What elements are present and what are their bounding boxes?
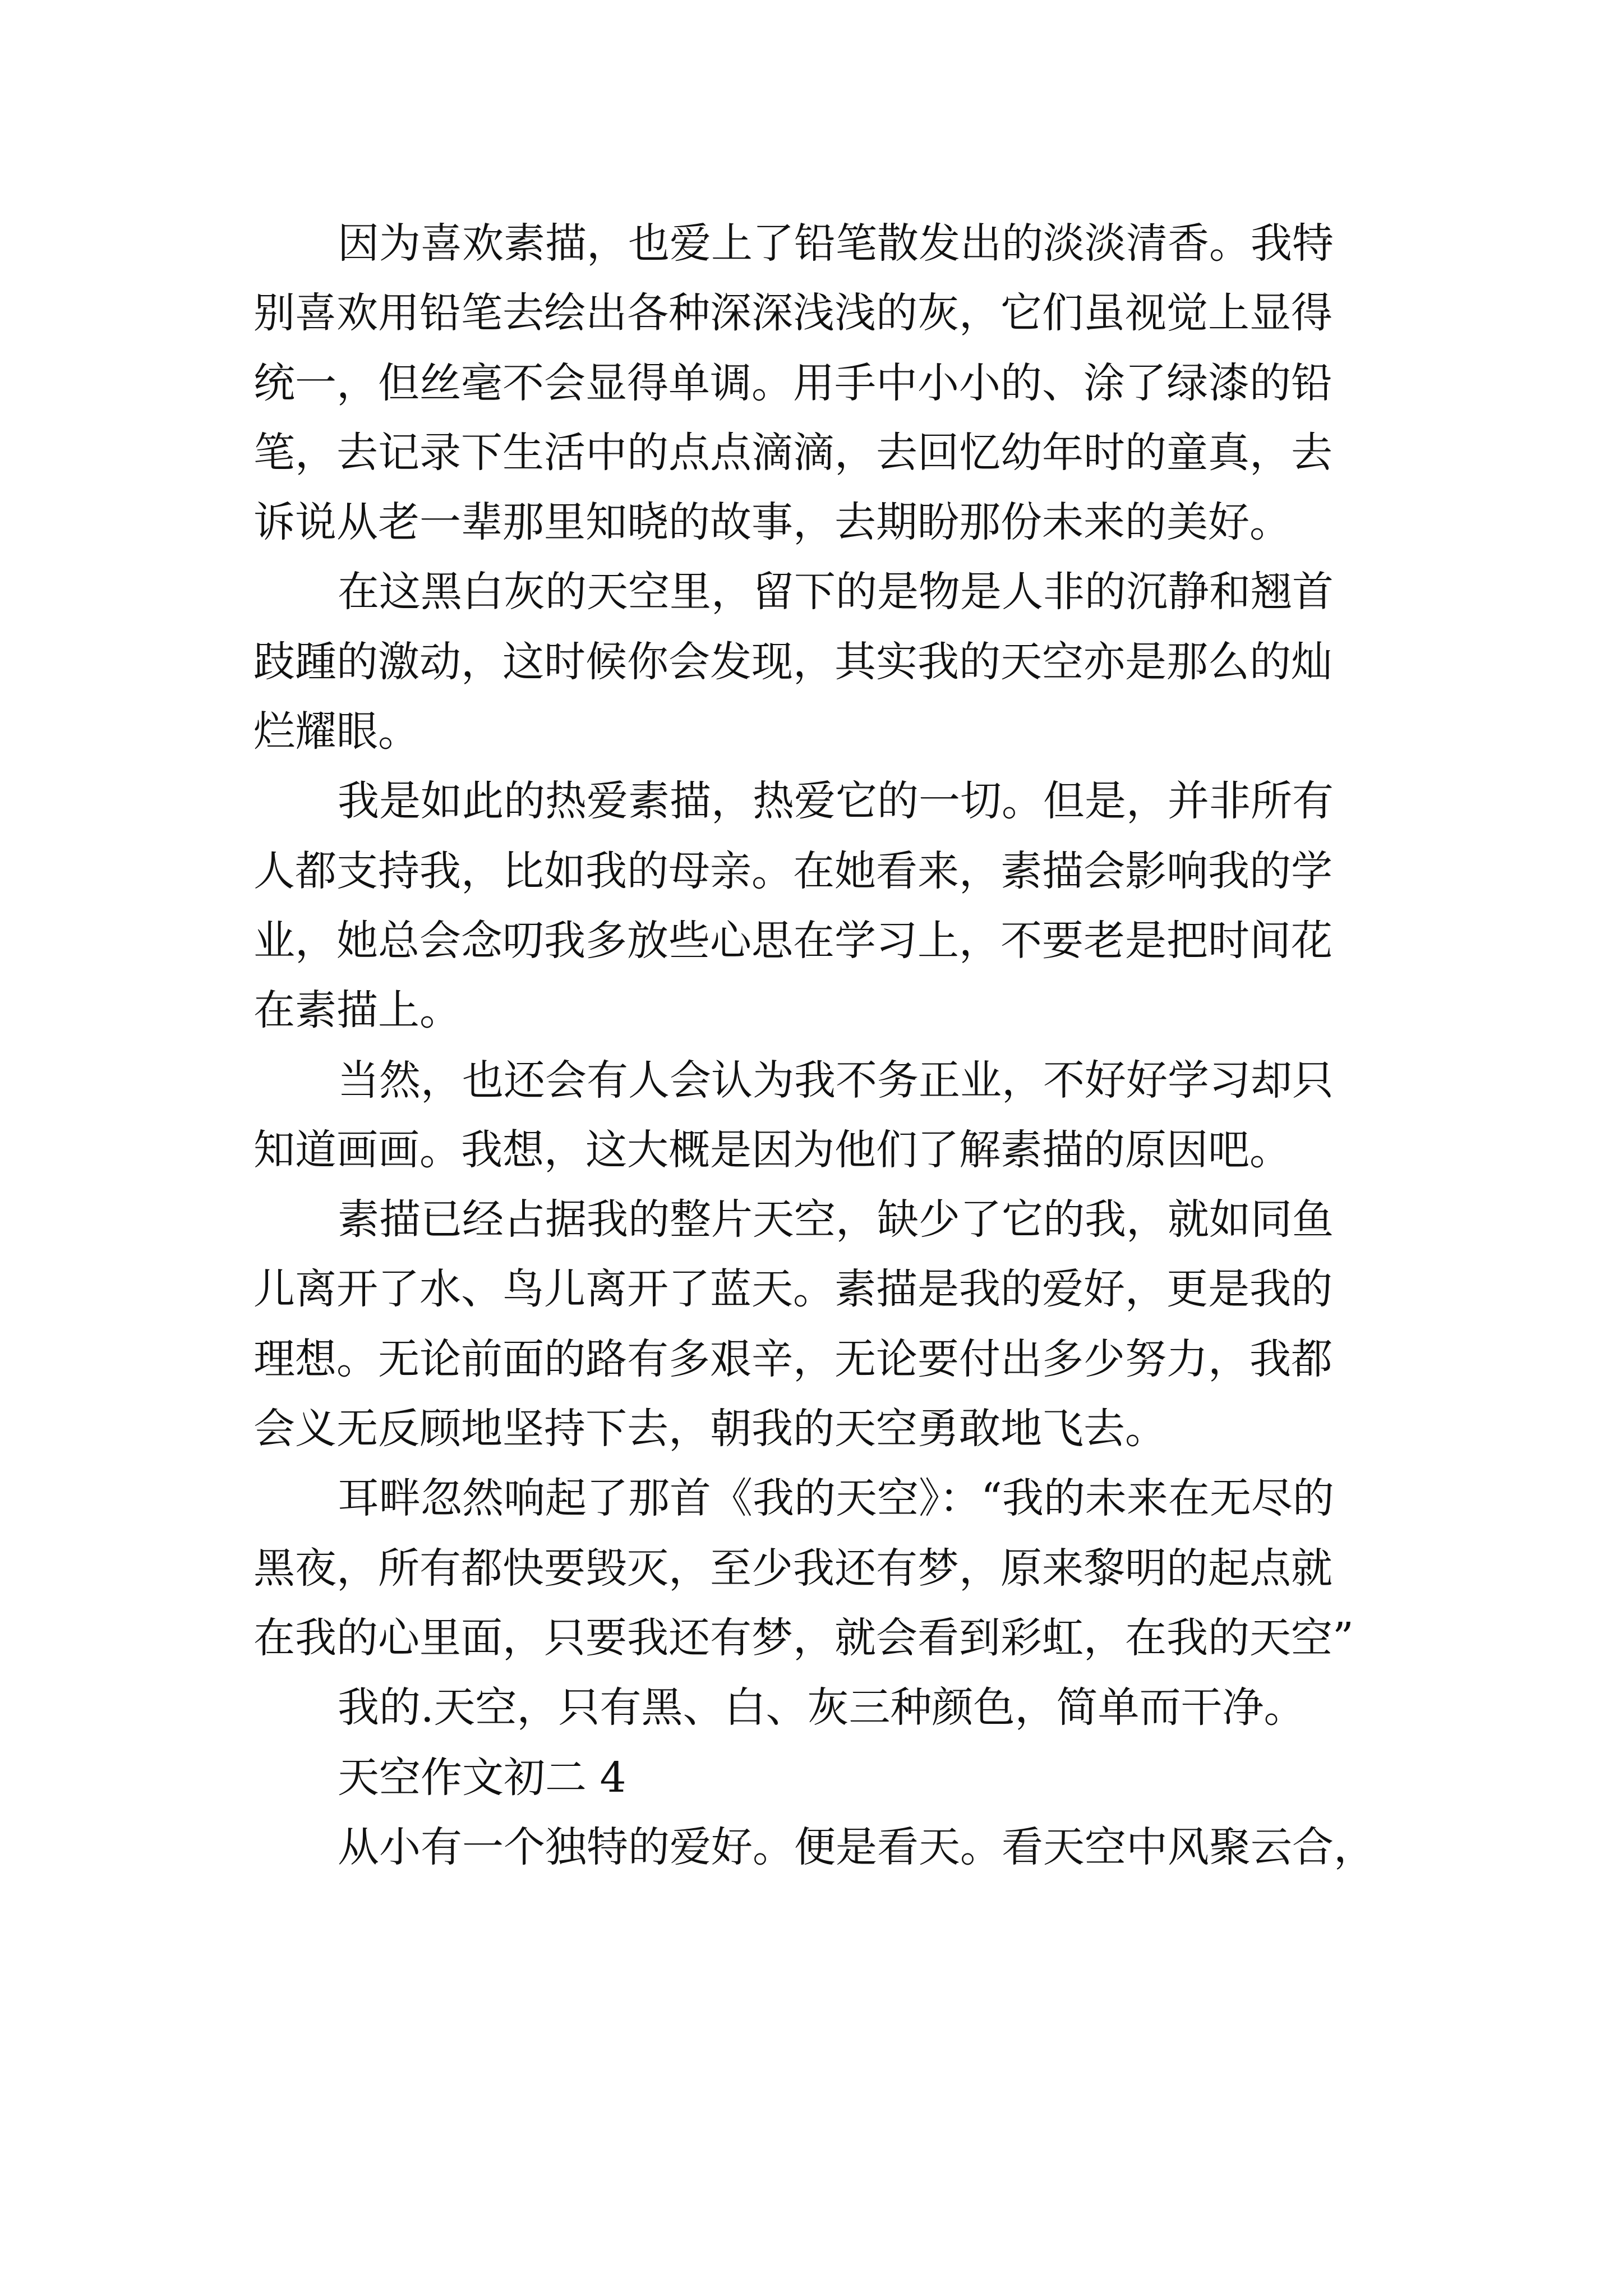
text-line: 人都支持我，比如我的母亲。在她看来，素描会影响我的学 (253, 846, 1332, 895)
text-line: 烂耀眼。 (253, 707, 419, 756)
text-line: 知道画画。我想，这大概是因为他们了解素描的原因吧。 (253, 1125, 1291, 1174)
text-line: 跂踵的激动，这时候你会发现，其实我的天空亦是那么的灿 (253, 637, 1332, 686)
text-line: 理想。无论前面的路有多艰辛，无论要付出多少努力，我都 (253, 1335, 1332, 1383)
text-line: 天空作文初二 4 (338, 1753, 626, 1802)
text-line: 黑夜，所有都快要毁灭，至少我还有梦，原来黎明的起点就 (253, 1544, 1332, 1593)
text-line: 素描已经占据我的整片天空，缺少了它的我，就如同鱼 (338, 1195, 1334, 1244)
text-line: 我的.天空，只有黑、白、灰三种颜色，简单而干净。 (338, 1683, 1306, 1732)
text-line: 笔，去记录下生活中的点点滴滴，去回忆幼年时的童真，去 (253, 428, 1332, 477)
text-line: 在素描上。 (253, 986, 461, 1035)
text-line: 因为喜欢素描，也爱上了铅笔散发出的淡淡清香。我特 (338, 219, 1334, 268)
text-line: 会义无反顾地坚持下去，朝我的天空勇敢地飞去。 (253, 1405, 1166, 1453)
text-line: 诉说从老一辈那里知晓的故事，去期盼那份未来的美好。 (253, 498, 1291, 547)
body-text (253, 209, 1381, 1882)
text-line: 儿离开了水、鸟儿离开了蓝天。素描是我的爱好，更是我的 (253, 1265, 1332, 1314)
text-line: 在这黑白灰的天空里，留下的是物是人非的沉静和翘首 (338, 568, 1334, 616)
text-line: 当然，也还会有人会认为我不务正业，不好好学习却只 (338, 1056, 1334, 1105)
text-line: 别喜欢用铅笔去绘出各种深深浅浅的灰，它们虽视觉上显得 (253, 289, 1332, 338)
text-line: 耳畔忽然响起了那首《我的天空》：“我的未来在无尽的 (338, 1474, 1334, 1523)
text-line: 从小有一个独特的爱好。便是看天。看天空中风聚云合， (338, 1823, 1375, 1871)
text-line: 统一，但丝毫不会显得单调。用手中小小的、涂了绿漆的铅 (253, 358, 1332, 407)
text-line: 业，她总会念叨我多放些心思在学习上，不要老是把时间花 (253, 916, 1332, 965)
text-line: 我是如此的热爱素描，热爱它的一切。但是，并非所有 (338, 777, 1334, 826)
text-line: 在我的心里面，只要我还有梦，就会看到彩虹，在我的天空” (253, 1613, 1354, 1662)
